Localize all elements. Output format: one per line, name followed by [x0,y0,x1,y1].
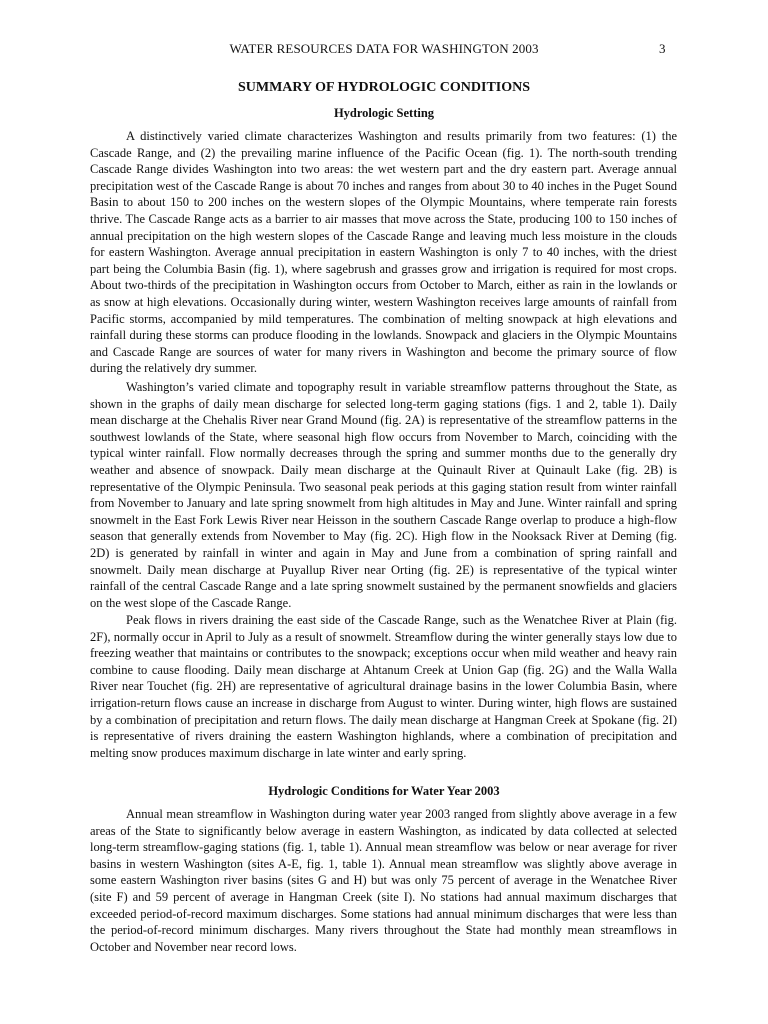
running-head-title: WATER RESOURCES DATA FOR WASHINGTON 2003 [229,41,539,56]
paragraph-water-year-2003: Annual mean streamflow in Washington during water year 2003 ranged from slightly above average in a few areas of the State to significantly below average in eastern Washington, as indicated by data collected at selected long-term streamflow-gaging stations (fig. 1, table 1). Annual mean streamflow was below or near average for river basins in western Washington (sites A-E, fig. 1, table 1). Annual mean streamflow was slightly above average in some eastern Washington river basins (sites G and H) but was only 75 percent of average in the Wenatchee River (site F) and 59 percent of average in Hangman Creek (site I). No stations had annual maximum discharges that exceeded period-of-record maximum discharges. Some stations had annual minimum discharges that were less than the period-of-record minimum discharges. Many rivers throughout the State had monthly mean streamflows in October and November near record lows. [90,807,677,954]
page-number: 3 [659,41,666,56]
section-heading-hydrologic-setting: Hydrologic Setting [333,106,435,120]
paragraph-climate: A distinctively varied climate characterizes Washington and results primarily from two features: (1) the Cascade Range, and (2) the prevailing marine influence of the Pacific Ocean (fig. 1). The north-south trending Cascade Range divides Washington into two areas: the wet western part and the dry eastern part. Average annual precipitation west of the Cascade Range is about 70 inches and ranges from about 30 to 40 inches in the Puget Sound Basin to about 150 to 200 inches on the western slopes of the Olympic Mountains, where temperate rain forests thrive. The Cascade Range acts as a barrier to air masses that move across the State, producing 100 to 150 inches of annual precipitation on the high western slopes of the Cascade Range and leaving much less moisture in the clouds for eastern Washington. Average annual precipitation in eastern Washington is only 7 to 40 inches, with the driest part being the Columbia Basin (fig. 1), where sagebrush and grasses grow and irrigation is required for most crops. About two-thirds of the precipitation in Washington occurs from October to March, either as rain in the lowlands or as snow at high elevations. Occasionally during winter, western Washington receives large amounts of rainfall from Pacific storms, accompanied by mild temperatures. The combination of melting snowpack at high elevations and rainfall during these storms can produce flooding in the lowlands. Snowpack and glaciers in the Olympic Mountains and Cascade Range are sources of water for many rivers in Washington and become the primary source of flow during the relatively dry summer. [90,129,677,376]
section-heading-water-year-2003: Hydrologic Conditions for Water Year 2003 [268,784,500,798]
page-title: SUMMARY OF HYDROLOGIC CONDITIONS [237,80,531,95]
paragraph-streamflow-patterns: Washington’s varied climate and topography result in variable streamflow patterns throughout the State, as shown in the graphs of daily mean discharge for selected long-term gaging stations (figs. 1 and 2, table 1). Daily mean discharge at the Chehalis River near Grand Mound (fig. 2A) is representative of the streamflow patterns in the southwest lowlands of the State, where seasonal high flow occurs from November to March, coinciding with the typical winter rainfall. Flow normally decreases through the spring and summer months due to the generally dry weather and absence of snowpack. Daily mean discharge at the Quinault River at Quinault Lake (fig. 2B) is representative of the Olympic Peninsula. Two seasonal peak periods at this gaging station result from winter rainfall from November to January and late spring snowmelt from high altitudes in May and June. Winter rainfall and spring snowmelt in the East Fork Lewis River near Heisson in the southern Cascade Range overlap to produce a high-flow season that generally extends from November to May (fig. 2C). High flow in the Nooksack River at Deming (fig. 2D) is generated by rainfall in winter and again in May and June from a combination of spring rainfall and snowmelt. Daily mean discharge at Puyallup River near Orting (fig. 2E) is representative of the typical winter rainfall of the central Cascade Range and a late spring snowmelt sustained by the permanent snowfields and glaciers on the west slope of the Cascade Range. [90,380,677,610]
paragraph-east-side-peak-flows: Peak flows in rivers draining the east side of the Cascade Range, such as the Wenatchee River at Plain (fig. 2F), normally occur in April to July as a result of snowmelt. Streamflow during the winter generally stays low due to freezing weather that maintains or contributes to the snowpack; exceptions occur when mild weather and heavy rain combine to cause flooding. Daily mean discharge at Ahtanum Creek at Union Gap (fig. 2G) and the Walla Walla River near Touchet (fig. 2H) are representative of agricultural drainage basins in the lower Columbia Basin, where irrigation-return flows cause an increase in discharge from August to winter. During winter, high flows are sustained by a combination of precipitation and return flows. The daily mean discharge at Hangman Creek at Spokane (fig. 2I) is representative of rivers draining the eastern Washington highlands, where a combination of precipitation and melting snow produces maximum discharge in late winter and early spring. [90,613,677,760]
